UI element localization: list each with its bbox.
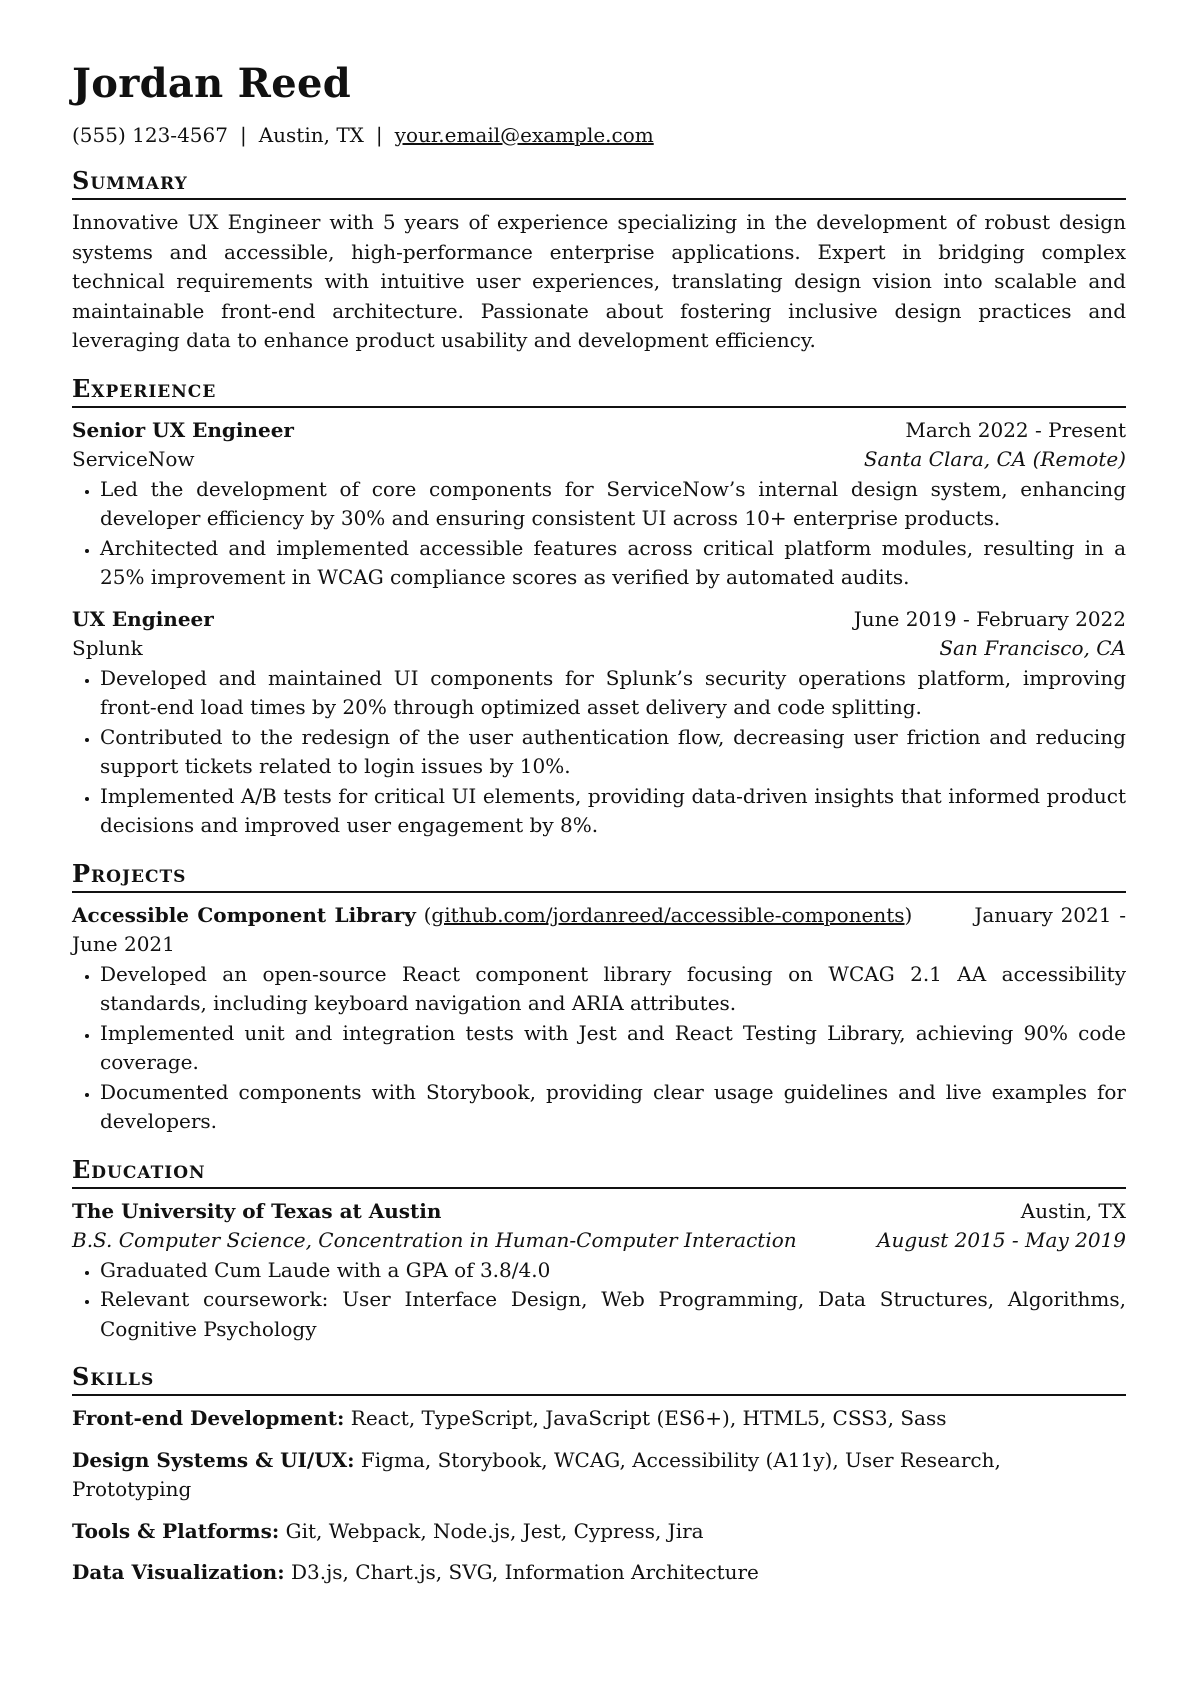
- education-section: [72, 1155, 1126, 1345]
- education-dates: August 2015 - May 2019: [877, 1228, 1126, 1252]
- separator: |: [239, 123, 247, 147]
- separator: |: [375, 123, 383, 147]
- phone-number: (555) 123-4567: [72, 123, 228, 147]
- experience-section: [72, 374, 1126, 841]
- section-title-experience: Experience: [72, 374, 1126, 408]
- job-company: Splunk: [72, 636, 143, 660]
- project-dates: January 2021 - June 2021: [72, 902, 1126, 956]
- skill-value: Git, Webpack, Node.js, Jest, Cypress, Jira: [285, 1518, 704, 1543]
- project-header: Accessible Component Library (github.com/jordanreed/accessible-components) January 2021 - June 2021: [72, 902, 1126, 956]
- skill-group: [72, 1517, 1126, 1547]
- bullet-item: • Relevant coursework: User Interface Design, Web Programming, Data Structures, Algorithms, Cognitive Psychology: [100, 1285, 1126, 1344]
- skill-label: Design Systems & UI/UX:: [72, 1447, 355, 1472]
- section-title-projects: Projects: [72, 859, 1126, 893]
- project-entry: [72, 901, 1126, 1137]
- job-role: Senior UX Engineer: [72, 417, 294, 442]
- skill-group: [72, 1404, 1126, 1434]
- job-role: UX Engineer: [72, 606, 214, 631]
- bullet-item: • Contributed to the redesign of the user authentication flow, decreasing user friction and reducing support tickets related to login issues by 10%.: [100, 723, 1126, 782]
- skill-value: D3.js, Chart.js, SVG, Information Architecture: [290, 1560, 759, 1584]
- job-entry: [72, 605, 1126, 841]
- bullet-item: • Graduated Cum Laude with a GPA of 3.8/4.0: [100, 1256, 1126, 1286]
- school-location: Austin, TX: [1020, 1198, 1126, 1223]
- summary-text: Innovative UX Engineer with 5 years of experience specializing in the development of robust design systems and accessible, high-performance enterprise applications. Expert in bridging complex technical requirements with intuitive user experiences, translating design vision into scalable and maintainable front-end architecture. Passionate about fostering inclusive design practices and leveraging data to enhance product usability and development efficiency.: [72, 210, 1126, 352]
- bullet-item: • Led the development of core components for ServiceNow’s internal design system, enhancing developer efficiency by 30% and ensuring consistent UI across 10+ enterprise products.: [100, 475, 1126, 534]
- bullet-item: • Architected and implemented accessible features across critical platform modules, resulting in a 25% improvement in WCAG compliance scores as verified by automated audits.: [100, 534, 1126, 593]
- summary-section: [72, 166, 1126, 356]
- skills-section: [72, 1362, 1126, 1588]
- bullet-item: • Developed and maintained UI components for Splunk’s security operations platform, improving front-end load times by 20% through optimized asset delivery and code splitting.: [100, 664, 1126, 723]
- education-bullets: [72, 1256, 1126, 1345]
- bullet-item: • Implemented unit and integration tests with Jest and React Testing Library, achieving 90% code coverage.: [100, 1019, 1126, 1078]
- job-bullets: [72, 475, 1126, 593]
- job-bullets: [72, 664, 1126, 841]
- section-title-skills: Skills: [72, 1362, 1126, 1396]
- job-location: Santa Clara, CA (Remote): [863, 447, 1126, 471]
- section-title-education: Education: [72, 1155, 1126, 1189]
- degree: B.S. Computer Science, Concentration in Human-Computer Interaction: [72, 1228, 797, 1252]
- job-location: San Francisco, CA: [939, 636, 1126, 660]
- job-entry: [72, 416, 1126, 593]
- project-bullets: [72, 960, 1126, 1137]
- resume-page: [72, 58, 1126, 1600]
- job-dates: June 2019 - February 2022: [853, 606, 1126, 631]
- job-dates: March 2022 - Present: [905, 417, 1126, 442]
- project-link[interactable]: github.com/jordanreed/accessible-components: [431, 902, 905, 927]
- section-title-summary: Summary: [72, 166, 1126, 200]
- skill-value: React, TypeScript, JavaScript (ES6+), HTML5, CSS3, Sass: [350, 1406, 947, 1430]
- skill-group: [72, 1446, 1126, 1505]
- contact-line: [72, 122, 1126, 148]
- email-link[interactable]: your.email@example.com: [394, 123, 654, 147]
- skill-label: Data Visualization:: [72, 1560, 285, 1584]
- bullet-item: • Documented components with Storybook, providing clear usage guidelines and live examples for developers.: [100, 1078, 1126, 1137]
- skill-value: Figma, Storybook, WCAG, Accessibility (A11y), User Research, Prototyping: [72, 1447, 1001, 1501]
- education-entry: [72, 1197, 1126, 1345]
- school-name: The University of Texas at Austin: [72, 1198, 442, 1223]
- job-company: ServiceNow: [72, 447, 195, 471]
- projects-section: [72, 859, 1126, 1137]
- skill-label: Tools & Platforms:: [72, 1518, 280, 1543]
- project-name: Accessible Component Library: [72, 902, 416, 927]
- bullet-item: • Developed an open-source React component library focusing on WCAG 2.1 AA accessibility standards, including keyboard navigation and ARIA attributes.: [100, 960, 1126, 1019]
- skill-group: [72, 1558, 1126, 1588]
- candidate-name: Jordan Reed: [72, 60, 351, 107]
- location: Austin, TX: [258, 123, 364, 147]
- skill-label: Front-end Development:: [72, 1406, 345, 1430]
- bullet-item: • Implemented A/B tests for critical UI elements, providing data-driven insights that informed product decisions and improved user engagement by 8%.: [100, 782, 1126, 841]
